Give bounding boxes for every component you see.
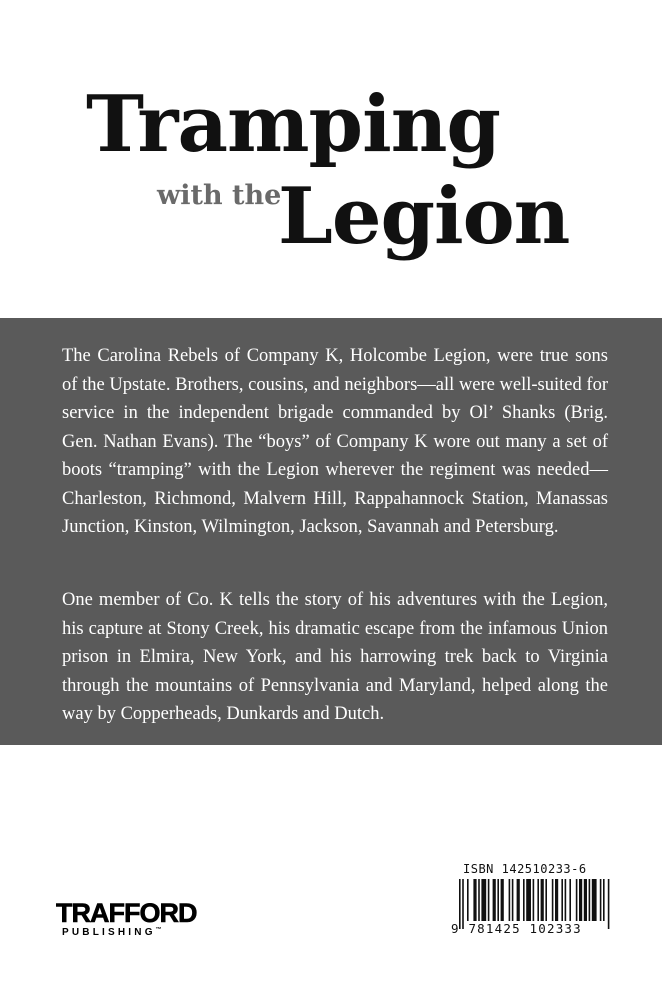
title-legion: Legion [278,171,570,262]
barcode-bar [584,879,587,921]
barcode-bar [552,879,554,921]
title-with-the: with the [157,180,282,211]
barcode-bar [501,879,504,921]
barcode-bar [600,879,602,921]
barcode-bar [541,879,544,921]
blurb-panel [0,318,662,745]
barcode-bar [589,879,591,921]
barcode-bar [523,879,525,921]
barcode-bar [481,879,486,921]
isbn-label: ISBN 142510233-6 [463,862,587,876]
barcode-bar [537,879,539,921]
barcode-bar [555,879,558,921]
title-tramping: Tramping [86,79,500,170]
barcode-bar [592,879,597,921]
barcode-bar [509,879,511,921]
barcode-bar [526,879,531,921]
book-title [0,0,662,318]
barcode-bar [576,879,578,921]
barcode-bar [478,879,480,921]
publisher-name: TRAFFORD [56,898,197,928]
barcode-bar [517,879,520,921]
trademark-mark: ™ [155,927,162,933]
barcode-bar [488,879,490,921]
publisher-logo [56,898,196,944]
barcode-bar [473,879,476,921]
barcode-bar [565,879,567,921]
barcode-bar [493,879,496,921]
barcode-bar [545,879,547,921]
blurb-paragraph-1: The Carolina Rebels of Company K, Holcombe Legion, were true sons of the Upstate. Brothers, cousins, and neighbors—all were well-suited for service in the independent brigade commanded by Ol’ Shanks (Brig. Gen. Nathan Evans). The “boys” of Company K wore out many a set of boots “tramping” with the Legion wherever the regiment was needed—Charleston, Richmond, Malvern Hill, Rappahannock Station, Manassas Junction, Kinston, Wilmington, Jackson, Savannah and Petersburg. [62,346,608,537]
barcode-bar [497,879,499,921]
barcode-bar [603,879,605,921]
barcode-digits: 9 781425 102333 [451,921,582,936]
barcode-bar [579,879,582,921]
barcode-bar [569,879,571,921]
barcode-bar [533,879,535,921]
barcode-bar [467,879,469,921]
barcode-bar [561,879,563,921]
publisher-subtitle: PUBLISHING™ [62,927,162,938]
barcode-block [451,862,621,940]
blurb-paragraph-2: One member of Co. K tells the story of his adventures with the Legion, his capture at Stony Creek, his dramatic escape from the infamous Union prison in Elmira, New York, and his harrowing trek back to Virginia through the mountains of Pennsylvania and Maryland, helped along the way by Copperheads, Dunkards and Dutch. [62,590,608,724]
barcode-bar [512,879,514,921]
